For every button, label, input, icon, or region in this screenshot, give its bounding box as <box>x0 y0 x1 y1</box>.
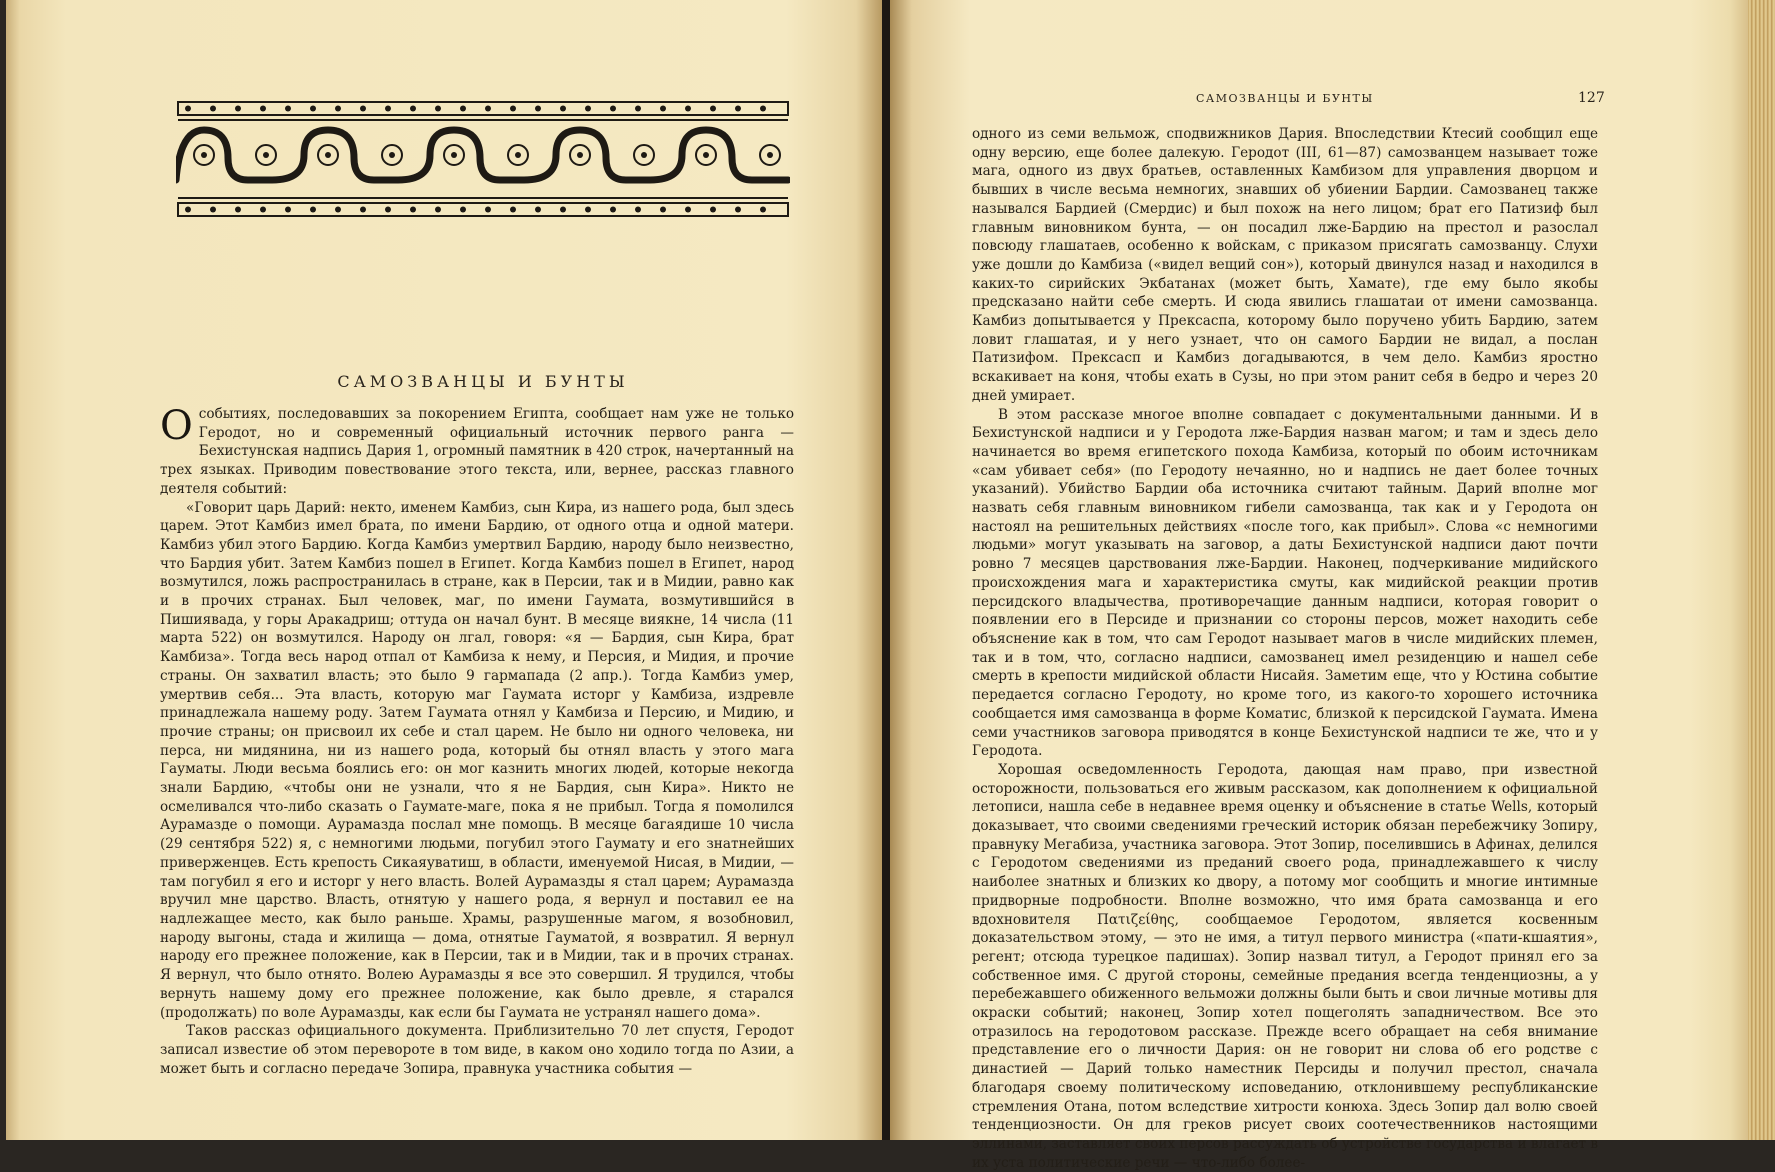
paragraph: Таков рассказ официального документа. Приблизительно 70 лет спустя, Геродот записал известие об этом перевороте в том виде, в каком оно ходило тогда по Азии, а может быть и согласно передаче Зопира, правнука участника события — <box>160 1023 794 1077</box>
running-head: САМОЗВАНЦЫ И БУНТЫ <box>1196 92 1374 105</box>
paragraph-text: событиях, последовавших за покорением Египта, сообщает нам уже не только Геродот, но и современный официальный источник первого ранга — Бехистунская надпись Дария 1, огромный памятник в 420 строк, начертанный на трех языках. Приводим повествование этого текста, или, вернее, рассказ главного деятеля событий: <box>160 406 794 497</box>
quoted-inscription-paragraph: «Говорит царь Дарий: некто, именем Камбиз, сын Кира, из нашего рода, был здесь царем. Этот Камбиз имел брата, по имени Бардию, от одного отца и одной матери. Камбиз убил этого Бардию. Когда Камбиз умертвил Бардию, народу было неизвестно, что Бардия убит. Затем Камбиз пошел в Египет. Когда Камбиз пошел в Египет, народ возмутился, ложь распространилась в стране, как в Персии, так и в Мидии, равно как и в прочих странах. Был человек, маг, по имени Гаумата, возмутившийся в Пишиявада, у горы Аракадриш; оттуда он начал бунт. В месяце виякне, 14 числа (11 марта 522) он возмутился. Народу он лгал, говоря: «я — Бардия, сын Кира, брат Камбиза». Тогда весь народ отпал от Камбиза к нему, и Персия, и Мидия, и прочие страны. Он захватил власть; это было 9 гармапада (2 апр.). Тогда Камбиз умер, умертвив себя... Эта власть, которую маг Гаумата исторг у Камбиза, издревле принадлежала нашему роду. Затем Гаумата отнял у Камбиза и Персию, и Мидию, и прочие страны; он присвоил их себе и стал царем. Не было ни одного человека, ни перса, ни мидянина, ни из нашего рода, который бы отнял власть у этого мага Гауматы. Люди весьма боялись его: он мог казнить многих людей, которые некогда знали Бардию, «чтобы они не узнали, что я не Бардия, сын Кира». Никто не осмеливался что-либо сказать о Гаумате-маге, пока я не прибыл. Тогда я помолился Аурамазде о помощи. Аурамазда послал мне помощь. В месяце багаядише 10 числа (29 сентября 522) я, с немногими людьми, погубил этого Гаумату и его знатнейших приверженцев. Есть крепость Сикаяуватиш, в области, именуемой Нисая, в Мидии, — там погубил я его и исторг у него власть. Волей Аурамазды я стал царем; Аурамазда вручил мне царство. Власть, отнятую у нашего рода, я вернул и поставил ее на надлежащее место, как было раньше. Храмы, разрушенные магом, я возобновил, народу выгоны, стада и жилища — дома, отнятые Гауматой, я возвратил. Я вернул народу его прежнее положение, как в Персии, так и в Мидии, так и в прочих странах. Я вернул, что было отнято. Волею Аурамазды я все это совершил. Я трудился, чтобы вернуть нашему дому его прежнее положение, как было древле, я старался (продолжать) по воле Аурамазды, как если бы Гаумата не устранял нашего дома». <box>160 499 794 1021</box>
paragraph: В этом рассказе многое вполне совпадает с документальными данными. И в Бехистунской надписи и у Геродота лже-Бардия назван магом; и там и здесь дело начинается во время египетского похода Камбиза, который по обоим источникам «сам убивает себя» (по Геродоту нечаянно, но и надпись не дает более точных указаний). Убийство Бардии оба источника считают тайным. Дарий вполне мог назвать себя главным виновником гибели самозванца, так как и у Геродота он настоял на решительных действиях «после того, как прибыл». Слова «с немногими людьми» могут указывать на заговор, а даты Бехистунской надписи дают почти ровно 7 месяцев царствования лже-Бардии. Наконец, подчеркивание мидийского происхождения мага и характеристика смуты, как мидийской реакции против персидского владычества, противоречащие данным надписи, которая говорит о появлении его в Персиде и признании со стороны персов, может находить себе объяснение как в том, что сам Геродот называет магов в числе мидийских племен, так и в том, что, согласно надписи, самозванец имел резиденцию и нашел себе смерть в крепости мидийской области Нисайя. Заметим еще, что у Юстина событие передается согласно Геродоту, но кроме того, из какого-то хорошего источника сообщается имя самозванца в форме Коматис, близкой к персидской Гаумата. Имена семи участников заговора приводятся в конце Бехистунской надписи те же, что и у Геродота. <box>972 406 1598 760</box>
opening-paragraph <box>160 405 794 499</box>
ornamental-headpiece <box>176 100 790 218</box>
left-page-body <box>160 405 794 1078</box>
right-page-body <box>972 125 1598 1172</box>
paragraph: Хорошая осведомленность Геродота, дающая нам право, при известной осторожности, пользоваться его живым рассказом, как дополнением к официальной летописи, нашла себе в недавнее время оценку и объяснение в статье Wells, который доказывает, что своими сведениями греческий историк обязан перебежчику Зопиру, правнуку Мегабиза, участника заговора. Этот Зопир, поселившись в Афинах, делился с Геродотом сведениями из преданий своего рода, принадлежавшего к числу наиболее знатных и близких ко двору, а потому мог сообщить и многие интимные придворные подробности. Вполне возможно, что имя брата самозванца и его вдохновителя Πατιζείθης, сообщаемое Геродотом, является косвенным доказательством этому, — это не имя, а титул первого министра («пати-кшаятия», регент; отсюда турецкое падишах). Зопир назвал титул, а Геродот принял его за собственное имя. С другой стороны, семейные предания всегда тенденциозны, а у перебежавшего обиженного вельможи должны были быть и свои личные мотивы для окраски событий; наконец, Зопир хотел пощеголять западничеством. Все это отразилось на геродотовом рассказе. Прежде всего обращает на себя внимание представление его о личности Дария: он не говорит ни слова об его родстве с династией — Дарий только наместник Персиды и получил престол, сначала благодаря своему политическому исповеданию, отклонившему республиканские стремления Отана, потом вследствие хитрости конюха. Здесь Зопир дал волю своей тенденциозности. Он для греков рисует своих соотечественников настоящими эллинами, заставляет своих персов рассуждать об устройстве государства и влагает в их уста политические речи — что-либо более- <box>972 761 1598 1171</box>
page-number: 127 <box>1578 90 1605 106</box>
drop-cap: О <box>160 403 193 449</box>
book-gutter <box>882 0 890 1140</box>
paragraph: одного из семи вельмож, сподвижников Дария. Впоследствии Ктесий сообщил еще одну версию, еще более далекую. Геродот (III, 61—87) самозванцем называет тоже мага, одного из двух братьев, оставленных Камбизом для управления дворцом и бывших в числе весьма немногих, знавших об убиении Бардии. Самозванец также назывался Бардией (Смердис) и был похож на него лицом; брат его Патизиф был главным виновником бунта, — он посадил лже-Бардию на престол и разослал повсюду глашатаев, особенно к войскам, с приказом присягать самозванцу. Слухи уже дошли до Камбиза («видел вещий сон»), который двинулся назад и находился в каких-то сирийских Экбатанах (может быть, Хамате), где ему было якобы предсказано найти себе смерть. И сюда явились глашатаи от имени самозванца. Камбиз допытывается у Прексаспа, которому было поручено убить Бардию, затем ловит глашатая, и у него узнает, что он самого Бардии не видал, а послан Патизифом. Прексасп и Камбиз догадываются, в чем дело. Камбиз яростно вскакивает на коня, чтобы ехать в Сузы, но при этом ранит себя в бедро и через 20 дней умирает. <box>972 126 1598 404</box>
page-edges <box>1748 0 1775 1140</box>
chapter-title: САМОЗВАНЦЫ И БУНТЫ <box>337 372 629 391</box>
